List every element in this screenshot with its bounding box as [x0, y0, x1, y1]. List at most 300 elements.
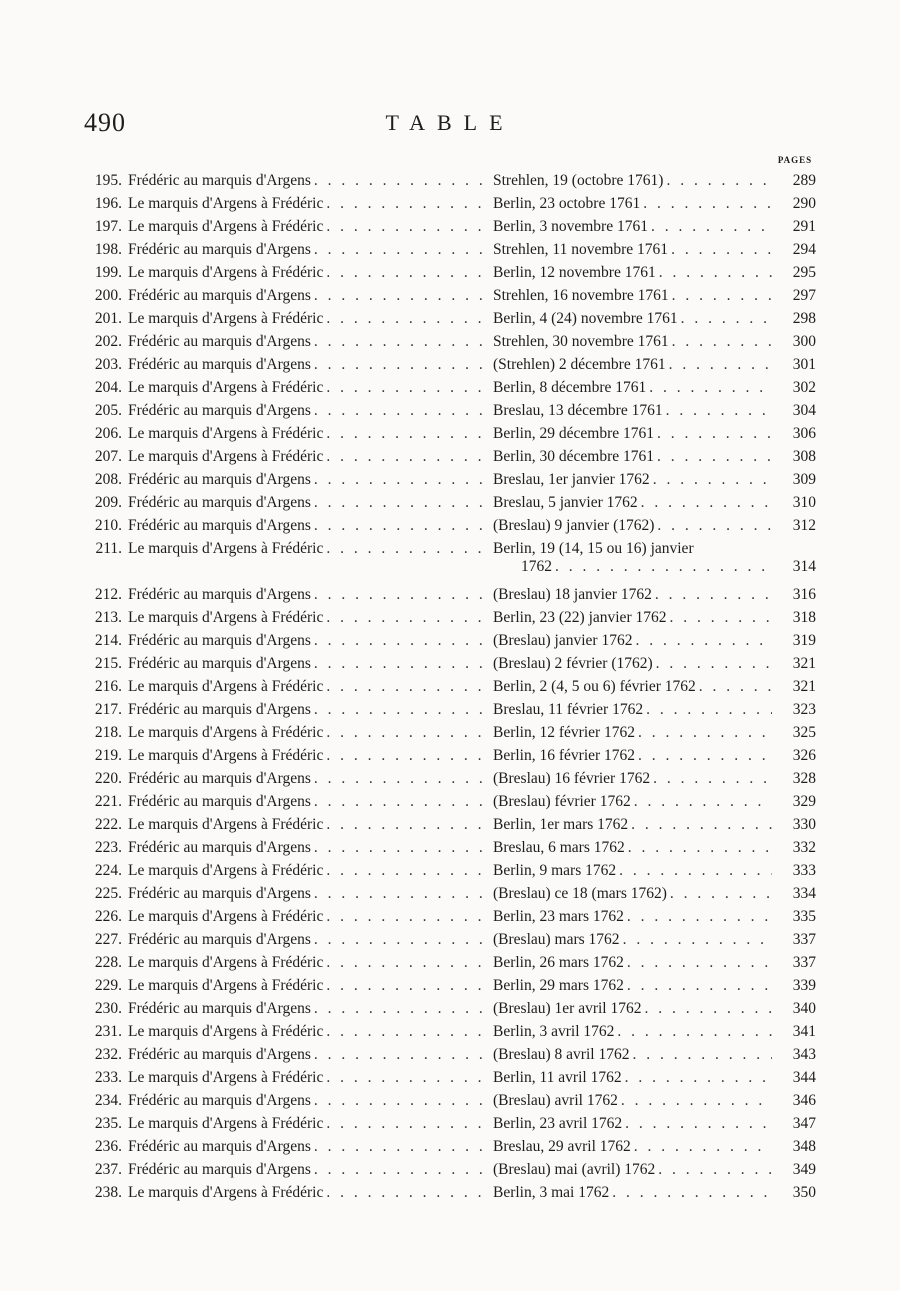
dot-leader [696, 678, 772, 696]
entry-number: 224. [94, 862, 122, 879]
dot-leader [625, 839, 772, 857]
dot-leader [620, 931, 772, 949]
entry-page: 306 [792, 425, 816, 442]
entry-left [76, 954, 489, 972]
entry-number: 230. [94, 1000, 122, 1017]
toc-entry [76, 218, 816, 241]
entry-number: 234. [94, 1092, 122, 1109]
entry-left [76, 586, 489, 604]
dot-leader [652, 586, 772, 604]
entry-left [76, 517, 489, 535]
toc-entry [76, 540, 816, 586]
dot-leader [323, 747, 489, 765]
entry-left [76, 1046, 489, 1064]
toc-entry [76, 471, 816, 494]
entry-number: 196. [94, 195, 122, 212]
entry-number: 217. [94, 701, 122, 718]
entry-correspondents: Frédéric au marquis d'Argens [128, 494, 311, 511]
entry-right [489, 1046, 816, 1064]
dot-leader [678, 310, 772, 328]
dot-leader [622, 1115, 772, 1133]
entry-correspondents: Le marquis d'Argens à Frédéric [128, 195, 324, 212]
entry-page: 340 [792, 1000, 816, 1017]
entry-right [489, 448, 816, 466]
toc-entry [76, 609, 816, 632]
entry-correspondents: Le marquis d'Argens à Frédéric [128, 724, 324, 741]
toc-entry [76, 885, 816, 908]
entry-place-date: Strehlen, 19 (octobre 1761) [493, 172, 664, 189]
page-title: TABLE [385, 110, 515, 135]
entry-page: 290 [792, 195, 816, 212]
entry-correspondents: Le marquis d'Argens à Frédéric [128, 977, 324, 994]
entry-left [76, 609, 489, 627]
toc-entry [76, 356, 816, 379]
table-of-contents [76, 172, 816, 1207]
entry-left [76, 678, 489, 696]
entry-right [489, 218, 816, 236]
entry-number: 233. [94, 1069, 122, 1086]
dot-leader [656, 264, 772, 282]
entry-correspondents: Frédéric au marquis d'Argens [128, 287, 311, 304]
page-number: 490 [84, 108, 126, 137]
entry-number: 238. [94, 1184, 122, 1201]
entry-place-date: Berlin, 12 novembre 1761 [493, 264, 656, 281]
entry-left [76, 310, 489, 328]
entry-left [76, 839, 489, 857]
entry-place-date: Strehlen, 30 novembre 1761 [493, 333, 669, 350]
entry-page: 335 [792, 908, 816, 925]
dot-leader [616, 862, 772, 880]
entry-page: 318 [792, 609, 816, 626]
entry-right [489, 241, 816, 259]
entry-correspondents: Frédéric au marquis d'Argens [128, 885, 311, 902]
entry-place-date: Berlin, 3 novembre 1761 [493, 218, 648, 235]
entry-number: 195. [94, 172, 122, 189]
entry-left [76, 402, 489, 420]
toc-entry [76, 632, 816, 655]
toc-entry [76, 701, 816, 724]
entry-correspondents: Le marquis d'Argens à Frédéric [128, 1115, 324, 1132]
entry-page: 330 [792, 816, 816, 833]
entry-page: 298 [792, 310, 816, 327]
entry-place-date: (Breslau) mai (avril) 1762 [493, 1161, 656, 1178]
entry-correspondents: Frédéric au marquis d'Argens [128, 471, 311, 488]
entry-number: 206. [94, 425, 122, 442]
entry-left [76, 1184, 489, 1202]
entry-right [489, 333, 816, 351]
entry-page: 302 [792, 379, 816, 396]
entry-correspondents: Frédéric au marquis d'Argens [128, 1046, 311, 1063]
entry-page: 326 [792, 747, 816, 764]
dot-leader [654, 425, 772, 443]
entry-left [76, 1023, 489, 1041]
entry-place-date: Berlin, 3 mai 1762 [493, 1184, 610, 1201]
entry-right [489, 862, 816, 880]
dot-leader [323, 862, 489, 880]
entry-number: 203. [94, 356, 122, 373]
entry-left [76, 701, 489, 719]
entry-page: 329 [792, 793, 816, 810]
entry-left [76, 770, 489, 788]
entry-place-date: Berlin, 29 décembre 1761 [493, 425, 654, 442]
entry-left [76, 195, 489, 213]
toc-entry [76, 494, 816, 517]
entry-right [489, 747, 816, 765]
entry-right [489, 1000, 816, 1018]
entry-correspondents: Le marquis d'Argens à Frédéric [128, 448, 324, 465]
dot-leader [323, 1115, 489, 1133]
entry-place-date: Berlin, 16 février 1762 [493, 747, 636, 764]
toc-entry [76, 1092, 816, 1115]
toc-entry [76, 655, 816, 678]
entry-place-date: Breslau, 1er janvier 1762 [493, 471, 650, 488]
dot-leader [642, 1000, 773, 1018]
entry-number: 201. [94, 310, 122, 327]
entry-left [76, 379, 489, 397]
entry-page: 347 [792, 1115, 816, 1132]
dot-leader [666, 356, 772, 374]
entry-left [76, 264, 489, 282]
dot-leader [669, 333, 772, 351]
entry-number: 231. [94, 1023, 122, 1040]
entry-page: 289 [792, 172, 816, 189]
entry-correspondents: Frédéric au marquis d'Argens [128, 1161, 311, 1178]
entry-left [76, 494, 489, 512]
entry-number: 214. [94, 632, 122, 649]
entry-left [76, 1069, 489, 1087]
entry-right [489, 931, 816, 949]
entry-correspondents: Le marquis d'Argens à Frédéric [128, 1069, 324, 1086]
entry-page: 309 [792, 471, 816, 488]
dot-leader [631, 1138, 772, 1156]
entry-left [76, 356, 489, 374]
toc-entry [76, 264, 816, 287]
entry-right [489, 724, 816, 742]
entry-place-date: (Breslau) 9 janvier (1762) [493, 517, 655, 534]
dot-leader [624, 954, 772, 972]
dot-leader [311, 655, 489, 673]
entry-correspondents: Le marquis d'Argens à Frédéric [128, 1023, 324, 1040]
entry-page: 321 [792, 655, 816, 672]
entry-left [76, 793, 489, 811]
entry-right [489, 701, 816, 719]
entry-place-date: (Breslau) avril 1762 [493, 1092, 618, 1109]
entry-correspondents: Frédéric au marquis d'Argens [128, 632, 311, 649]
entry-correspondents: Le marquis d'Argens à Frédéric [128, 1184, 324, 1201]
entry-place-date: Berlin, 9 mars 1762 [493, 862, 617, 879]
entry-left [76, 425, 489, 443]
toc-entry [76, 1023, 816, 1046]
entry-page: 337 [792, 931, 816, 948]
dot-leader [311, 471, 489, 489]
toc-entry [76, 793, 816, 816]
entry-left [76, 655, 489, 673]
dot-leader [648, 218, 772, 236]
dot-leader [311, 793, 489, 811]
entry-right [489, 908, 816, 926]
entry-line-2 [493, 558, 816, 576]
entry-right [489, 1069, 816, 1087]
dot-leader [631, 793, 772, 811]
entry-correspondents: Frédéric au marquis d'Argens [128, 1000, 311, 1017]
entry-number: 215. [94, 655, 122, 672]
entry-place-date: Strehlen, 16 novembre 1761 [493, 287, 669, 304]
entry-correspondents: Frédéric au marquis d'Argens [128, 356, 311, 373]
entry-place-date: (Breslau) janvier 1762 [493, 632, 633, 649]
dot-leader [628, 816, 772, 834]
entry-number: 218. [94, 724, 122, 741]
dot-leader [311, 494, 489, 512]
entry-right [489, 586, 816, 604]
entry-place-date: Berlin, 2 (4, 5 ou 6) février 1762 [493, 678, 696, 695]
entry-correspondents: Frédéric au marquis d'Argens [128, 333, 311, 350]
entry-place-date: Breslau, 6 mars 1762 [493, 839, 625, 856]
entry-page: 310 [792, 494, 816, 511]
entry-left [76, 218, 489, 236]
entry-number: 204. [94, 379, 122, 396]
entry-left [76, 540, 489, 558]
entry-page: 325 [792, 724, 816, 741]
entry-place-date: (Breslau) ce 18 (mars 1762) [493, 885, 667, 902]
dot-leader [323, 724, 489, 742]
entry-number: 219. [94, 747, 122, 764]
toc-entry [76, 1069, 816, 1092]
dot-leader [323, 1184, 489, 1202]
dot-leader [654, 448, 772, 466]
dot-leader [311, 839, 489, 857]
toc-entry [76, 1184, 816, 1207]
entry-place-date: Breslau, 11 février 1762 [493, 701, 644, 718]
dot-leader [311, 770, 489, 788]
entry-place-date: Berlin, 30 décembre 1761 [493, 448, 654, 465]
entry-left [76, 333, 489, 351]
toc-entry [76, 310, 816, 333]
dot-leader [311, 1138, 489, 1156]
toc-entry [76, 931, 816, 954]
entry-right [489, 954, 816, 972]
entry-right [489, 632, 816, 650]
entry-correspondents: Frédéric au marquis d'Argens [128, 931, 311, 948]
entry-left [76, 862, 489, 880]
dot-leader [609, 1184, 772, 1202]
entry-right [489, 540, 816, 576]
entry-left [76, 1092, 489, 1110]
entry-place-date: (Strehlen) 2 décembre 1761 [493, 356, 666, 373]
entry-number: 197. [94, 218, 122, 235]
entry-page: 312 [792, 517, 816, 534]
entry-correspondents: Le marquis d'Argens à Frédéric [128, 264, 324, 281]
entry-number: 235. [94, 1115, 122, 1132]
entry-number: 223. [94, 839, 122, 856]
entry-right [489, 1138, 816, 1156]
entry-number: 205. [94, 402, 122, 419]
entry-number: 211. [95, 540, 122, 557]
toc-entry [76, 195, 816, 218]
entry-number: 198. [94, 241, 122, 258]
entry-number: 212. [94, 586, 122, 603]
dot-leader [646, 379, 772, 397]
entry-right [489, 770, 816, 788]
dot-leader [663, 402, 772, 420]
entry-place-date: (Breslau) 16 février 1762 [493, 770, 651, 787]
toc-entry [76, 1046, 816, 1069]
entry-correspondents: Frédéric au marquis d'Argens [128, 770, 311, 787]
entry-right [489, 402, 816, 420]
entry-right [489, 816, 816, 834]
entry-place-date: Berlin, 26 mars 1762 [493, 954, 624, 971]
toc-entry [76, 241, 816, 264]
entry-place-date: Berlin, 23 octobre 1761 [493, 195, 641, 212]
entry-place-date: Berlin, 29 mars 1762 [493, 977, 624, 994]
entry-place-date: Strehlen, 11 novembre 1761 [493, 241, 669, 258]
entry-number: 237. [94, 1161, 122, 1178]
entry-right [489, 678, 816, 696]
entry-place-date-continued: 1762 [521, 558, 552, 575]
entry-correspondents: Le marquis d'Argens à Frédéric [128, 862, 324, 879]
entry-correspondents: Le marquis d'Argens à Frédéric [128, 609, 324, 626]
toc-entry [76, 402, 816, 425]
dot-leader [635, 747, 772, 765]
entry-place-date: (Breslau) 18 janvier 1762 [493, 586, 652, 603]
entry-place-date: Berlin, 12 février 1762 [493, 724, 636, 741]
entry-left [76, 724, 489, 742]
entry-left [76, 816, 489, 834]
entry-correspondents: Frédéric au marquis d'Argens [128, 655, 311, 672]
dot-leader [663, 172, 772, 190]
entry-correspondents: Le marquis d'Argens à Frédéric [128, 540, 324, 557]
entry-place-date: Berlin, 11 avril 1762 [493, 1069, 622, 1086]
dot-leader [311, 632, 489, 650]
dot-leader [624, 908, 772, 926]
entry-number: 227. [94, 931, 122, 948]
dot-leader [323, 954, 489, 972]
dot-leader [323, 195, 489, 213]
entry-place-date: Berlin, 1er mars 1762 [493, 816, 629, 833]
entry-right [489, 310, 816, 328]
entry-right [489, 195, 816, 213]
toc-entry [76, 839, 816, 862]
entry-number: 232. [94, 1046, 122, 1063]
entry-correspondents: Frédéric au marquis d'Argens [128, 172, 311, 189]
entry-place-date: (Breslau) 2 février (1762) [493, 655, 653, 672]
dot-leader [311, 356, 489, 374]
entry-place-date: (Breslau) février 1762 [493, 793, 631, 810]
dot-leader [667, 885, 772, 903]
dot-leader [311, 885, 489, 903]
dot-leader [311, 517, 489, 535]
entry-correspondents: Frédéric au marquis d'Argens [128, 701, 311, 718]
entry-page: 321 [792, 678, 816, 695]
entry-place-date: Berlin, 23 mars 1762 [493, 908, 624, 925]
toc-entry [76, 724, 816, 747]
entry-number: 221. [94, 793, 122, 810]
dot-leader [552, 558, 772, 576]
entry-right [489, 1092, 816, 1110]
dot-leader [323, 310, 489, 328]
entry-line-1 [493, 540, 816, 558]
entry-page: 300 [792, 333, 816, 350]
dot-leader [323, 1023, 489, 1041]
dot-leader [666, 609, 772, 627]
entry-place-date: Breslau, 29 avril 1762 [493, 1138, 631, 1155]
entry-correspondents: Frédéric au marquis d'Argens [128, 793, 311, 810]
toc-entry [76, 977, 816, 1000]
entry-correspondents: Le marquis d'Argens à Frédéric [128, 678, 324, 695]
entry-number: 199. [94, 264, 122, 281]
dot-leader [311, 1046, 489, 1064]
entry-right [489, 609, 816, 627]
entry-number: 209. [94, 494, 122, 511]
entry-left [76, 1161, 489, 1179]
entry-right [489, 1184, 816, 1202]
dot-leader [654, 517, 772, 535]
dot-leader [643, 701, 772, 719]
dot-leader [323, 678, 489, 696]
entry-right [489, 517, 816, 535]
entry-page: 291 [792, 218, 816, 235]
entry-number: 207. [94, 448, 122, 465]
toc-entry [76, 1138, 816, 1161]
toc-entry [76, 678, 816, 701]
dot-leader [323, 908, 489, 926]
dot-leader [311, 287, 489, 305]
dot-leader [640, 195, 772, 213]
entry-page: 316 [792, 586, 816, 603]
entry-page: 348 [792, 1138, 816, 1155]
entry-place-date: Breslau, 5 janvier 1762 [493, 494, 638, 511]
entry-right [489, 977, 816, 995]
toc-entry [76, 954, 816, 977]
dot-leader [323, 609, 489, 627]
toc-entry [76, 333, 816, 356]
entry-correspondents: Frédéric au marquis d'Argens [128, 241, 311, 258]
entry-correspondents: Frédéric au marquis d'Argens [128, 1138, 311, 1155]
toc-entry [76, 517, 816, 540]
entry-number: 213. [94, 609, 122, 626]
entry-place-date: (Breslau) mars 1762 [493, 931, 620, 948]
dot-leader [632, 632, 772, 650]
entry-left [76, 471, 489, 489]
entry-correspondents: Le marquis d'Argens à Frédéric [128, 908, 324, 925]
entry-number: 202. [94, 333, 122, 350]
dot-leader [311, 1000, 489, 1018]
entry-correspondents: Le marquis d'Argens à Frédéric [128, 816, 324, 833]
entry-right [489, 264, 816, 282]
dot-leader [311, 586, 489, 604]
dot-leader [323, 540, 489, 558]
dot-leader [668, 241, 772, 259]
entry-page: 319 [792, 632, 816, 649]
dot-leader [650, 770, 772, 788]
entry-correspondents: Le marquis d'Argens à Frédéric [128, 425, 324, 442]
entry-page: 304 [792, 402, 816, 419]
entry-right [489, 839, 816, 857]
entry-place-date: Berlin, 23 (22) janvier 1762 [493, 609, 667, 626]
entry-right [489, 172, 816, 190]
dot-leader [323, 379, 489, 397]
dot-leader [638, 494, 772, 512]
entry-left [76, 241, 489, 259]
toc-entry [76, 908, 816, 931]
entry-place-date: Berlin, 4 (24) novembre 1761 [493, 310, 678, 327]
entry-page: 344 [792, 1069, 816, 1086]
toc-entry [76, 172, 816, 195]
entry-number: 208. [94, 471, 122, 488]
entry-right [489, 793, 816, 811]
dot-leader [622, 1069, 772, 1087]
entry-correspondents: Le marquis d'Argens à Frédéric [128, 310, 324, 327]
entry-correspondents: Frédéric au marquis d'Argens [128, 402, 311, 419]
